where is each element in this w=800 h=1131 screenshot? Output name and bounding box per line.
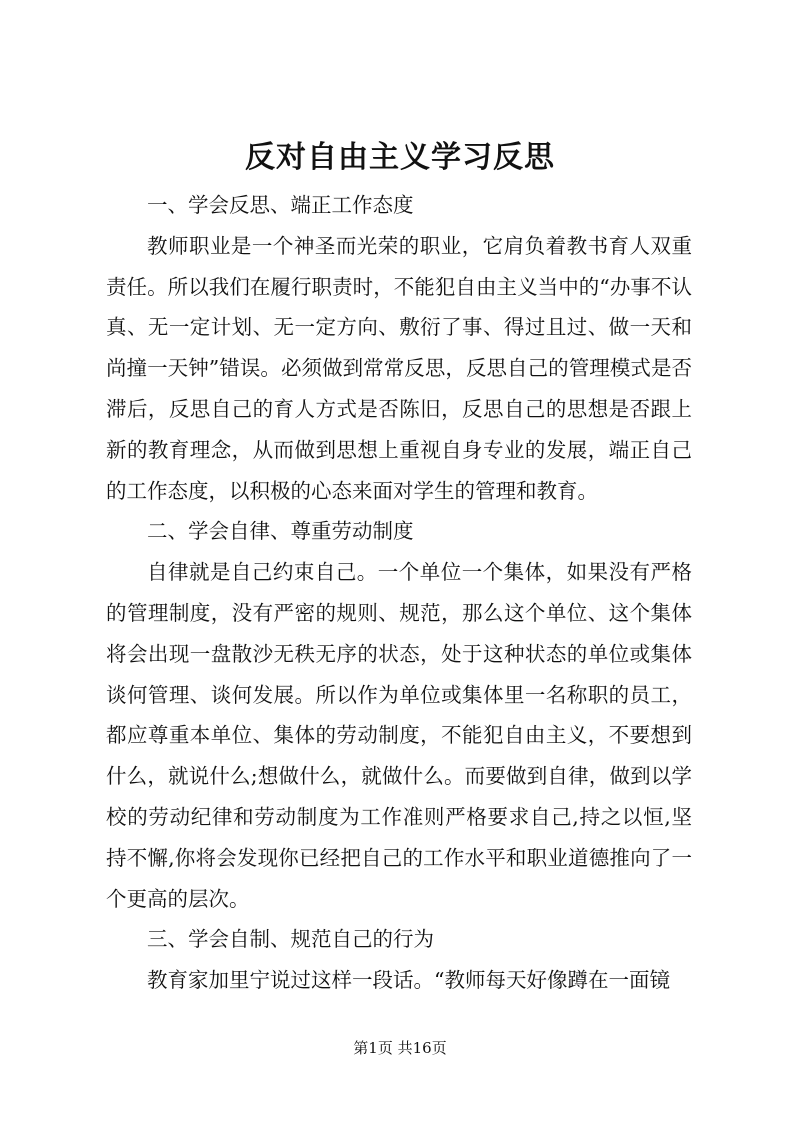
paragraph-1: 教师职业是一个神圣而光荣的职业，它肩负着教书育人双重责任。所以我们在履行职责时，不能犯自由主义当中的“办事不认真、无一定计划、无一定方向、敷衍了事、得过且过、做一天和尚撞一天钟”错误。必须做到常常反思，反思自己的管理模式是否滞后，反思自己的育人方式是否陈旧，反思自己的思想是否跟上新的教育理念，从而做到思想上重视自身专业的发展，端正自己的工作态度，以积极的心态来面对学生的管理和教育。: [106, 233, 692, 503]
section-heading-3: 三、学会自制、规范自己的行为: [147, 927, 434, 952]
section-heading-1: 一、学会反思、端正工作态度: [147, 193, 414, 217]
section-heading-2: 二、学会自律、尊重劳动制度: [147, 519, 414, 544]
page-number-footer: 第1页 共16页: [353, 1039, 447, 1057]
document-title: 反对自由主义学习反思: [245, 140, 555, 175]
paragraph-3: 教育家加里宁说过这样一段话。“教师每天好像蹲在一面镜: [147, 968, 670, 993]
document-body: [106, 185, 692, 1001]
paragraph-2: 自律就是自己约束自己。一个单位一个集体，如果没有严格的管理制度，没有严密的规则、规范，那么这个单位、这个集体将会出现一盘散沙无秩无序的状态，处于这种状态的单位或集体谈何管理、谈何发展。所以作为单位或集体里一名称职的员工，都应尊重本单位、集体的劳动制度，不能犯自由主义，不要想到什么，就说什么;想做什么，就做什么。而要做到自律，做到以学校的劳动纪律和劳动制度为工作准则严格要求自己,持之以恒,坚持不懈,你将会发现你已经把自己的工作水平和职业道德推向了一个更高的层次。: [106, 560, 692, 911]
